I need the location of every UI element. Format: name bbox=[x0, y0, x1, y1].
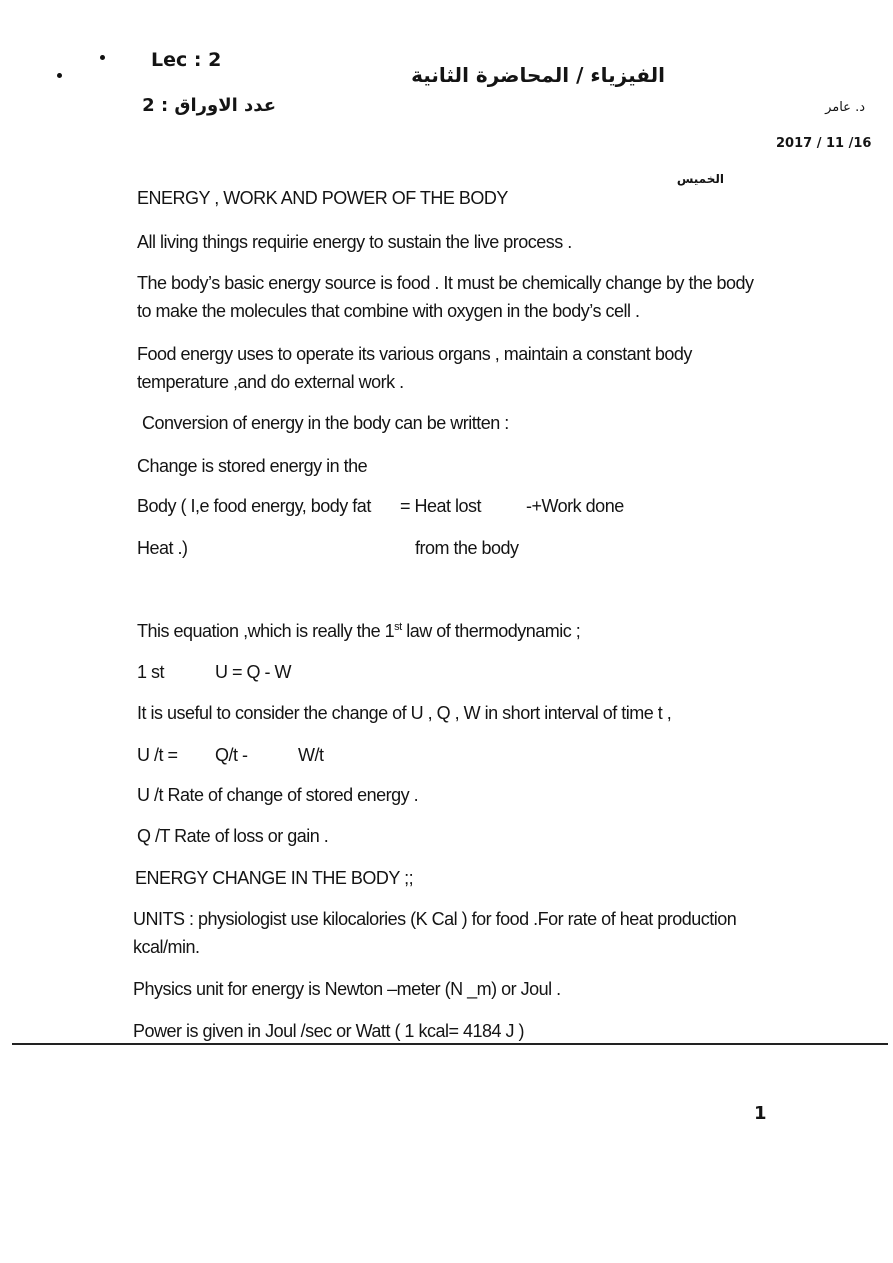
section-heading: ENERGY CHANGE IN THE BODY ;; bbox=[135, 868, 414, 888]
paragraph-line: Food energy uses to operate its various organs , maintain a constant body bbox=[137, 344, 692, 364]
equation-term: Q/t - bbox=[215, 745, 248, 765]
day-arabic: الخميس bbox=[676, 172, 724, 186]
equation-term: from the body bbox=[415, 538, 519, 558]
paragraph-line: UNITS : physiologist use kilocalories (K Cal ) for food .For rate of heat production bbox=[133, 909, 737, 929]
superscript: st bbox=[394, 621, 402, 633]
lecture-date: 2017 / 11 /16 bbox=[776, 136, 872, 151]
paragraph: It is useful to consider the change of U , Q , W in short interval of time t , bbox=[137, 703, 672, 723]
paragraph-line: to make the molecules that combine with oxygen in the body’s cell . bbox=[137, 301, 640, 321]
law-label: 1 st bbox=[137, 662, 165, 682]
page-title-arabic: الفيزياء / المحاضرة الثانية bbox=[411, 63, 665, 87]
bullet-dot bbox=[100, 55, 105, 60]
text-run: law of thermodynamic ; bbox=[401, 621, 581, 641]
paragraph: Conversion of energy in the body can be written : bbox=[142, 413, 509, 433]
paragraph: All living things requirie energy to sustain the live process . bbox=[137, 232, 572, 252]
paragraph bbox=[137, 617, 580, 645]
page-number: 1 bbox=[754, 1103, 767, 1124]
footer-divider bbox=[12, 1043, 888, 1045]
section-heading: ENERGY , WORK AND POWER OF THE BODY bbox=[137, 188, 508, 208]
equation-row: Change is stored energy in the bbox=[137, 456, 368, 476]
doctor-name-arabic: د. عامر bbox=[825, 100, 865, 115]
bullet-dot bbox=[57, 73, 62, 78]
text-run: This equation ,which is really the 1 bbox=[137, 621, 395, 641]
equation-term: U /t = bbox=[137, 745, 178, 765]
equation-term: = Heat lost bbox=[400, 496, 482, 516]
equation-term: Body ( I,e food energy, body fat bbox=[137, 496, 371, 516]
equation-term: -+Work done bbox=[526, 496, 624, 516]
paragraph-line: kcal/min. bbox=[133, 937, 200, 957]
paragraph: Power is given in Joul /sec or Watt ( 1 kcal= 4184 J ) bbox=[133, 1021, 525, 1041]
lecture-number: Lec : 2 bbox=[151, 49, 222, 71]
paragraph-line: The body’s basic energy source is food . It must be chemically change by the body bbox=[137, 273, 754, 293]
paragraph-line: temperature ,and do external work . bbox=[137, 372, 404, 392]
equation-term: W/t bbox=[298, 745, 324, 765]
sheet-count-arabic: عدد الاوراق : 2 bbox=[142, 95, 276, 116]
law-equation: U = Q - W bbox=[215, 662, 291, 682]
definition: Q /T Rate of loss or gain . bbox=[137, 826, 329, 846]
definition: U /t Rate of change of stored energy . bbox=[137, 785, 419, 805]
equation-term: Heat .) bbox=[137, 538, 188, 558]
paragraph: Physics unit for energy is Newton –meter (N _m) or Joul . bbox=[133, 979, 561, 999]
